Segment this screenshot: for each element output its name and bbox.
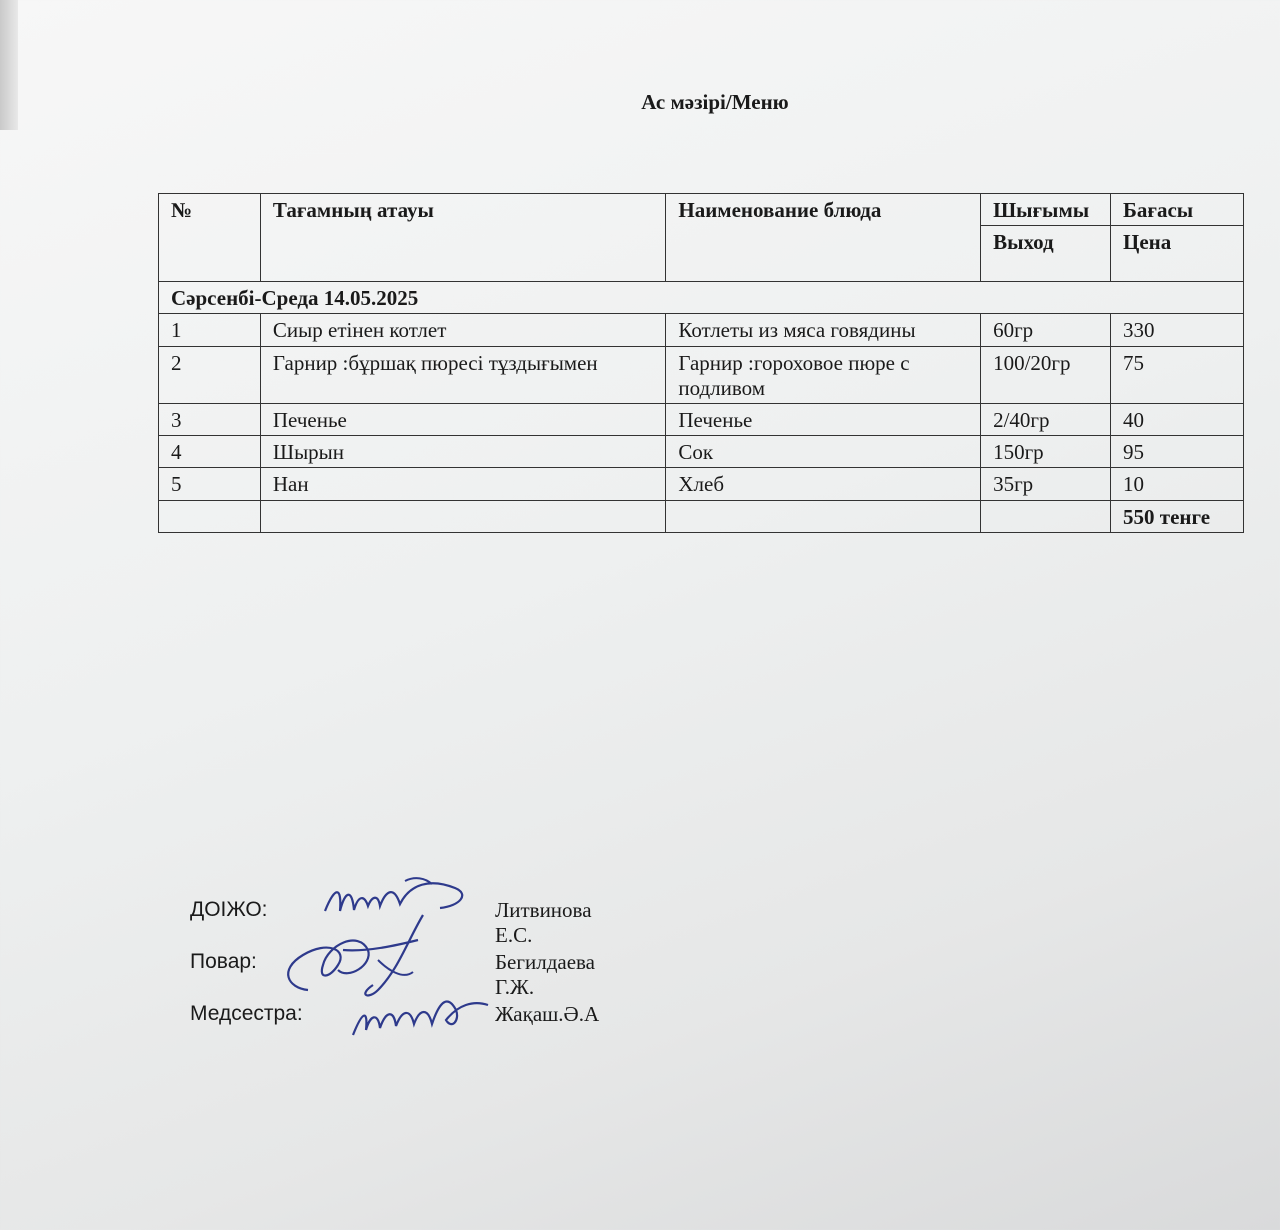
row-number: 2: [159, 346, 261, 403]
row-name-kz: Гарнир :бұршақ пюресі тұздығымен: [260, 346, 665, 403]
table-row: [159, 468, 1244, 500]
row-price: 75: [1111, 346, 1244, 403]
signature-role: Повар:: [190, 950, 257, 973]
header-dish-name-ru: Наименование блюда: [666, 194, 981, 282]
header-price-kz: Бағасы: [1111, 194, 1244, 226]
header-output-kz: Шығымы: [981, 194, 1111, 226]
signature-name: Бегилдаева Г.Ж.: [495, 950, 595, 999]
header-price-ru: Цена: [1111, 226, 1244, 282]
row-price: 40: [1111, 403, 1244, 435]
page-title: Ас мәзірі/Меню: [641, 90, 789, 114]
row-name-ru: Гарнир :гороховое пюре с подливом: [666, 346, 981, 403]
row-output: 2/40гр: [981, 403, 1111, 435]
row-number: 4: [159, 436, 261, 468]
row-name-ru: Печенье: [666, 403, 981, 435]
table-row: [159, 314, 1244, 346]
row-name-kz: Нан: [260, 468, 665, 500]
row-name-kz: Сиыр етінен котлет: [260, 314, 665, 346]
row-number: 1: [159, 314, 261, 346]
row-number: 5: [159, 468, 261, 500]
day-label: Сәрсенбі-Среда 14.05.2025: [159, 282, 1244, 314]
row-name-kz: Печенье: [260, 403, 665, 435]
handwritten-signature: [348, 990, 498, 1045]
table-header-row: [159, 194, 1244, 226]
signature-role: Медсестра:: [190, 1002, 303, 1025]
table-row: [159, 346, 1244, 403]
row-name-ru: Сок: [666, 436, 981, 468]
day-row: [159, 282, 1244, 314]
total-row: [159, 500, 1244, 532]
row-number: 3: [159, 403, 261, 435]
row-output: 100/20гр: [981, 346, 1111, 403]
row-output: 35гр: [981, 468, 1111, 500]
signature-name: Жақаш.Ә.А: [495, 1002, 600, 1026]
header-number: №: [159, 194, 261, 282]
signature-role: ДОІЖО:: [190, 898, 268, 921]
table-row: [159, 436, 1244, 468]
row-price: 330: [1111, 314, 1244, 346]
row-price: 95: [1111, 436, 1244, 468]
header-output-ru: Выход: [981, 226, 1111, 282]
row-name-kz: Шырын: [260, 436, 665, 468]
menu-table: [158, 193, 1244, 533]
row-name-ru: Котлеты из мяса говядины: [666, 314, 981, 346]
row-output: 60гр: [981, 314, 1111, 346]
signature-name: Литвинова Е.С.: [495, 898, 592, 947]
total-price: 550 тенге: [1111, 500, 1244, 532]
row-name-ru: Хлеб: [666, 468, 981, 500]
header-dish-name-kz: Тағамның атауы: [260, 194, 665, 282]
row-price: 10: [1111, 468, 1244, 500]
row-output: 150гр: [981, 436, 1111, 468]
table-row: [159, 403, 1244, 435]
